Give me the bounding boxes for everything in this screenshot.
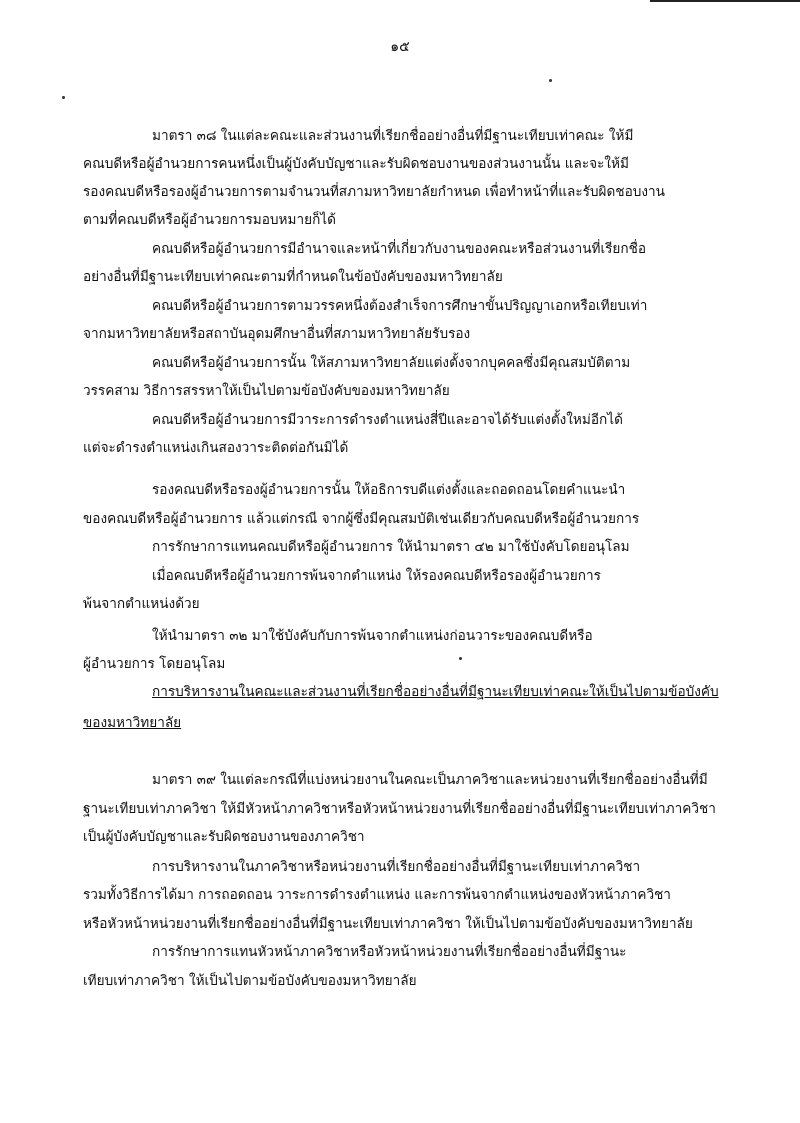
paragraph-line: รองคณบดีหรือรองผู้อำนวยการตามจำนวนที่สภามหาวิทยาลัยกำหนด เพื่อทำหน้าที่และรับผิดชอบงาน [83, 184, 665, 200]
paragraph-line: ฐานะเทียบเท่าภาควิชา ให้มีหัวหน้าภาควิชาหรือหัวหน้าหน่วยงานที่เรียกชื่ออย่างอื่นที่มีฐานะเทียบเท่าภาควิชา [83, 801, 716, 817]
scan-speck [549, 79, 552, 82]
paragraph-line: มาตรา ๓๘ ในแต่ละคณะและส่วนงานที่เรียกชื่ออย่างอื่นที่มีฐานะเทียบเท่าคณะ ให้มี [152, 128, 634, 144]
paragraph-line: การบริหารงานในภาควิชาหรือหน่วยงานที่เรียกชื่ออย่างอื่นที่มีฐานะเทียบเท่าภาควิชา [152, 859, 641, 875]
paragraph-line: เทียบเท่าภาควิชา ให้เป็นไปตามข้อบังคับของมหาวิทยาลัย [83, 973, 417, 989]
underlined-heading-line: การบริหารงานในคณะและส่วนงานที่เรียกชื่ออย่างอื่นที่มีฐานะเทียบเท่าคณะให้เป็นไปตามข้อบังคับ [152, 684, 719, 700]
page-number: ๑๕ [390, 39, 410, 55]
paragraph-line: เมื่อคณบดีหรือผู้อำนวยการพ้นจากตำแหน่ง ให้รองคณบดีหรือรองผู้อำนวยการ [152, 568, 601, 584]
paragraph-line: อย่างอื่นที่มีฐานะเทียบเท่าคณะตามที่กำหนดในข้อบังคับของมหาวิทยาลัย [83, 269, 503, 285]
paragraph-line: พ้นจากตำแหน่งด้วย [83, 596, 200, 612]
scan-speck [459, 657, 462, 660]
paragraph-line: คณบดีหรือผู้อำนวยการคนหนึ่งเป็นผู้บังคับบัญชาและรับผิดชอบงานของส่วนงานนั้น และจะให้มี [83, 156, 629, 172]
paragraph-line: วรรคสาม วิธีการสรรหาให้เป็นไปตามข้อบังคับของมหาวิทยาลัย [83, 383, 450, 399]
paragraph-line: แต่จะดำรงตำแหน่งเกินสองวาระติดต่อกันมิได้ [83, 440, 349, 456]
paragraph-line: ผู้อำนวยการ โดยอนุโลม [83, 656, 226, 672]
paragraph-line: หรือหัวหน้าหน่วยงานที่เรียกชื่ออย่างอื่นที่มีฐานะเทียบเท่าภาควิชา ให้เป็นไปตามข้อบังคับของมหาวิทยาลัย [83, 916, 693, 932]
paragraph-line: ตามที่คณบดีหรือผู้อำนวยการมอบหมายก็ได้ [83, 212, 336, 228]
underlined-heading-line: ของมหาวิทยาลัย [83, 715, 182, 731]
paragraph-line: คณบดีหรือผู้อำนวยการมีอำนาจและหน้าที่เกี่ยวกับงานของคณะหรือส่วนงานที่เรียกชื่อ [152, 241, 647, 257]
paragraph-line: คณบดีหรือผู้อำนวยการนั้น ให้สภามหาวิทยาลัยแต่งตั้งจากบุคคลซึ่งมีคุณสมบัติตาม [152, 355, 631, 371]
paragraph-line: ให้นำมาตรา ๓๒ มาใช้บังคับกับการพ้นจากตำแหน่งก่อนวาระของคณบดีหรือ [152, 628, 593, 644]
paragraph-line: การรักษาการแทนคณบดีหรือผู้อำนวยการ ให้นำมาตรา ๔๒ มาใช้บังคับโดยอนุโลม [152, 539, 630, 555]
paragraph-line: เป็นผู้บังคับบัญชาและรับผิดชอบงานของภาควิชา [83, 829, 365, 845]
paragraph-line: ของคณบดีหรือผู้อำนวยการ แล้วแต่กรณี จากผู้ซึ่งมีคุณสมบัติเช่นเดียวกับคณบดีหรือผู้อำนวยการ [83, 511, 640, 527]
paragraph-line: รองคณบดีหรือรองผู้อำนวยการนั้น ให้อธิการบดีแต่งตั้งและถอดถอนโดยคำแนะนำ [152, 482, 626, 498]
paragraph-line: การรักษาการแทนหัวหน้าภาควิชาหรือหัวหน้าหน่วยงานที่เรียกชื่ออย่างอื่นที่มีฐานะ [152, 944, 627, 960]
paragraph-line: จากมหาวิทยาลัยหรือสถาบันอุดมศึกษาอื่นที่สภามหาวิทยาลัยรับรอง [83, 326, 471, 342]
paragraph-line: คณบดีหรือผู้อำนวยการมีวาระการดำรงตำแหน่งสี่ปีและอาจได้รับแต่งตั้งใหม่อีกได้ [152, 412, 623, 428]
scan-speck [62, 96, 65, 99]
paragraph-line: มาตรา ๓๙ ในแต่ละกรณีที่แบ่งหน่วยงานในคณะเป็นภาควิชาและหน่วยงานที่เรียกชื่ออย่างอื่นที่มี [152, 772, 708, 788]
paragraph-line: คณบดีหรือผู้อำนวยการตามวรรคหนึ่งต้องสำเร็จการศึกษาขั้นปริญญาเอกหรือเทียบเท่า [152, 298, 648, 314]
top-rule [650, 0, 800, 2]
paragraph-line: รวมทั้งวิธีการได้มา การถอดถอน วาระการดำรงตำแหน่ง และการพ้นจากตำแหน่งของหัวหน้าภาควิชา [83, 887, 671, 903]
